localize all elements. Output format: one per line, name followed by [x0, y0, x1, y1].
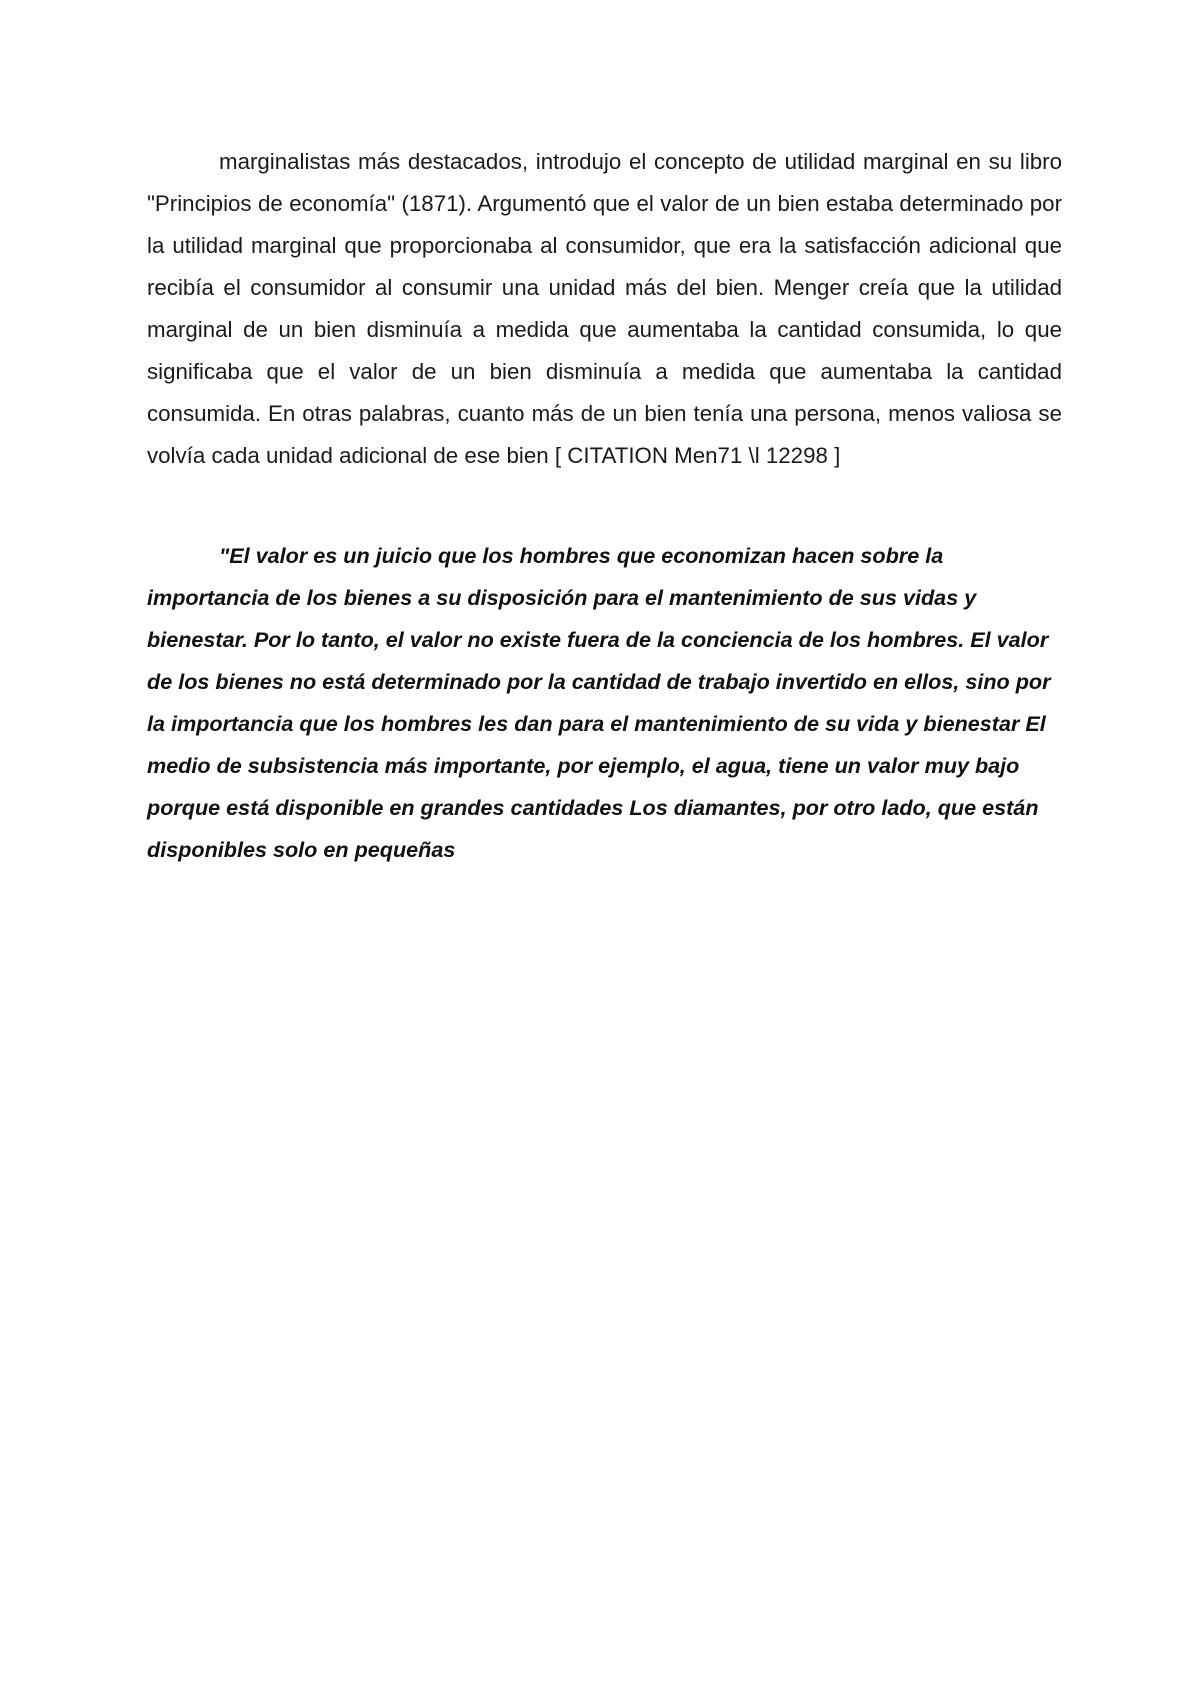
quote-paragraph: "El valor es un juicio que los hombres que economizan hacen sobre la importancia de los bienes a su disposición para el mantenimiento de sus vidas y bienestar. Por lo tanto, el valor no existe fuera de la conciencia de los hombres. El valor de los bienes no está determinado por la cantidad de trabajo invertido en ellos, sino por la importancia que los hombres les dan para el mantenimiento de su vida y bienestar El medio de subsistencia más importante, por ejemplo, el agua, tiene un valor muy bajo porque está disponible en grandes cantidades Los diamantes, por otro lado, que están disponibles solo en pequeñas [147, 543, 1051, 862]
body-paragraph: marginalistas más destacados, introdujo el concepto de utilidad marginal en su libro "Principios de economía" (1871). Argumentó que el valor de un bien estaba determinado por la utilidad marginal que proporcionaba al consumidor, que era la satisfacción adicional que recibía el consumidor al consumir una unidad más del bien. Menger creía que la utilidad marginal de un bien disminuía a medida que aumentaba la cantidad consumida, lo que significaba que el valor de un bien disminuía a medida que aumentaba la cantidad consumida. En otras palabras, cuanto más de un bien tenía una persona, menos valiosa se volvía cada unidad adicional de ese bien [ CITATION Men71 \l 12298 ] [147, 149, 1062, 468]
